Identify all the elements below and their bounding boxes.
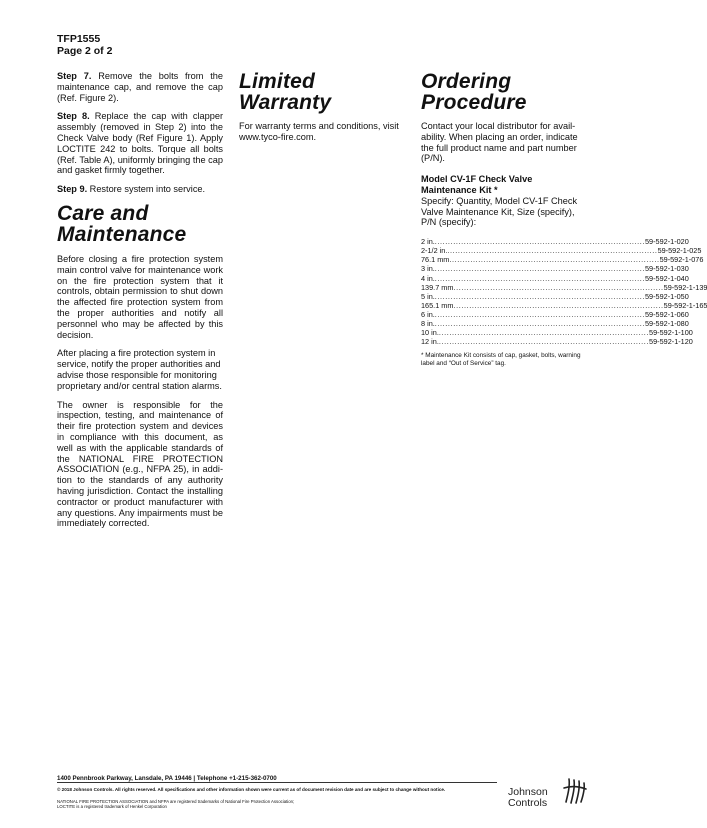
kit-row-leader: ................................................................................ xyxy=(434,319,645,329)
step-8-label: Step 8. xyxy=(57,111,90,122)
kit-row-part-number: 59-592-1-050 xyxy=(644,291,689,301)
kit-row xyxy=(421,237,689,247)
footer-copyright: © 2018 Johnson Controls. All rights reserved. All specifications and other information shown were current as of document revision date and are subject to change without notice. xyxy=(57,787,446,792)
kit-row-leader: ................................................................................ xyxy=(447,246,658,256)
kit-row-leader: ................................................................................ xyxy=(453,282,664,292)
kit-heading-line-1: Model CV-1F Check Valve xyxy=(421,174,533,185)
kit-row-size: 6 in. xyxy=(421,309,435,319)
column-left xyxy=(57,71,223,537)
step-9 xyxy=(57,184,223,195)
kit-row-size: 12 in. xyxy=(421,337,439,347)
document-id: TFP1555 xyxy=(57,33,101,45)
kit-row-leader: ................................................................................ xyxy=(434,309,645,319)
logo-mark-icon xyxy=(562,776,588,806)
kit-row-part-number: 59-592-1-030 xyxy=(644,264,689,274)
kit-row-leader: ................................................................................ xyxy=(434,264,645,274)
kit-row xyxy=(421,328,693,338)
kit-row xyxy=(421,264,689,274)
footer-trademarks xyxy=(57,799,294,809)
care-maintenance-heading xyxy=(57,203,223,245)
footer-address: 1400 Pennbrook Parkway, Lansdale, PA 19446 | Telephone +1-215-362-0700 xyxy=(57,775,277,782)
johnson-controls-logo xyxy=(508,776,588,810)
ordering-heading-line-2: Procedure xyxy=(421,91,527,114)
footer-divider xyxy=(57,782,497,783)
kit-row xyxy=(421,246,702,256)
kit-row-part-number: 59-592-1-120 xyxy=(649,337,693,347)
column-right xyxy=(421,70,707,368)
kit-row-part-number: 59-592-1-020 xyxy=(644,237,689,247)
step-7 xyxy=(57,71,223,103)
ordering-procedure-heading xyxy=(421,71,589,113)
kit-row-part-number: 59-592-1-076 xyxy=(659,255,704,265)
step-8-text: Replace the cap with clapper assembly (removed in Step 2) into the Check Valve body (Ref Figure 1). Apply LOCTITE 242 to bolts. Torque all bolts (Ref. Table A), uniformly bringing the cap and gasket firmly together. xyxy=(57,111,224,176)
kit-row-size: 10 in. xyxy=(421,328,439,338)
limited-warranty-heading xyxy=(239,71,407,113)
kit-row-part-number: 59-592-1-025 xyxy=(657,246,702,256)
kit-row xyxy=(421,309,689,319)
step-9-text: Restore system into service. xyxy=(87,184,206,195)
kit-row-size: 2 in. xyxy=(421,237,435,247)
kit-row-leader: ................................................................................ xyxy=(434,273,645,283)
kit-footnote: * Maintenance Kit consists of cap, gasket, bolts, warning label and “Out of Service” tag. xyxy=(421,352,581,368)
step-7-label: Step 7. xyxy=(57,71,92,81)
warranty-text: For warranty terms and conditions, visit www.tyco-fire.com. xyxy=(239,121,399,142)
care-paragraph-3: The owner is responsible for the inspection, testing, and maintenance of their fire protection system and devices in compliance with this document, as well as with the applicable standards of the NATIONAL FIRE PROTECTION ASSOCIATION (e.g., NFPA 25), in addition to the standards of any authority having jurisdiction. Contact the installing contractor or product manufacturer with any questions. Any impairments must be immediately corrected. xyxy=(57,399,223,529)
kit-row xyxy=(421,291,689,301)
kit-row-size: 3 in. xyxy=(421,264,435,274)
care-paragraph-2: After placing a fire protection system in service, notify the proper authorities and advise those responsible for monitoring proprietary and/or central station alarms. xyxy=(57,348,222,391)
logo-wordmark xyxy=(508,787,548,809)
kit-row-part-number: 59-592-1-080 xyxy=(644,319,689,329)
warranty-heading-line-2: Warranty xyxy=(239,91,332,114)
kit-row xyxy=(421,255,704,265)
kit-row-part-number: 59-592-1-100 xyxy=(649,328,693,338)
kit-row xyxy=(421,319,689,329)
kit-row-part-number: 59-592-1-139 xyxy=(663,282,707,292)
kit-row-part-number: 59-592-1-040 xyxy=(644,273,689,283)
logo-word-2: Controls xyxy=(508,797,548,809)
care-heading-line-2: Maintenance xyxy=(57,222,187,246)
step-8 xyxy=(57,111,223,176)
care-heading-line-1: Care and xyxy=(57,201,149,225)
kit-row-size: 139.7 mm xyxy=(421,282,454,292)
step-7-text: Remove the bolts from the maintenance cap, and remove the cap (Ref. Figure 2). xyxy=(57,71,223,103)
kit-row-size: 165.1 mm xyxy=(421,300,454,310)
kit-row-size: 8 in. xyxy=(421,319,435,329)
kit-row-leader: ................................................................................ xyxy=(438,328,650,338)
logo-word-1: Johnson xyxy=(508,786,548,798)
kit-row-part-number: 59-592-1-060 xyxy=(644,309,689,319)
step-9-label: Step 9. xyxy=(57,184,88,195)
kit-heading xyxy=(421,174,589,196)
trademark-line-1: NATIONAL FIRE PROTECTION ASSOCIATION and NFPA are registered trademarks of National Fire Protection Association; xyxy=(57,799,295,804)
kit-row-leader: ................................................................................ xyxy=(453,300,664,310)
kit-row-size: 2-1/2 in. xyxy=(421,246,448,256)
kit-row xyxy=(421,300,707,310)
trademark-line-2: LOCTITE is a registered trademark of Henkel Corporation xyxy=(57,804,167,810)
kit-row xyxy=(421,337,693,347)
page-header xyxy=(57,33,112,57)
ordering-heading-line-1: Ordering xyxy=(421,70,512,93)
ordering-intro: Contact your local distributor for availability. When placing an order, indicate the full product name and part number (P/N). xyxy=(421,121,578,164)
care-paragraph-1: Before closing a fire protection system main control valve for maintenance work on the fire protection system that it controls, obtain permission to shut down the affected fire protection system from the proper authorities and notify all personnel who may be affected by this decision. xyxy=(57,253,223,340)
column-middle xyxy=(239,71,407,151)
kit-heading-line-2: Maintenance Kit * xyxy=(421,184,498,195)
warranty-heading-line-1: Limited xyxy=(239,70,316,93)
kit-row-size: 76.1 mm xyxy=(421,255,450,265)
kit-row-leader: ................................................................................ xyxy=(449,255,660,265)
kit-row xyxy=(421,282,707,292)
kit-row-leader: ................................................................................ xyxy=(438,337,650,347)
kit-row xyxy=(421,273,689,283)
kit-part-table xyxy=(421,237,707,347)
kit-specify: Specify: Quantity, Model CV-1F Check Valve Maintenance Kit, Size (specify), P/N (specify): xyxy=(421,195,578,228)
kit-row-size: 4 in. xyxy=(421,273,435,283)
kit-row-leader: ................................................................................ xyxy=(434,291,645,301)
page-number: Page 2 of 2 xyxy=(57,45,113,57)
kit-row-leader: ................................................................................ xyxy=(434,237,645,247)
kit-row-part-number: 59-592-1-165 xyxy=(663,300,707,310)
kit-row-size: 5 in. xyxy=(421,291,435,301)
